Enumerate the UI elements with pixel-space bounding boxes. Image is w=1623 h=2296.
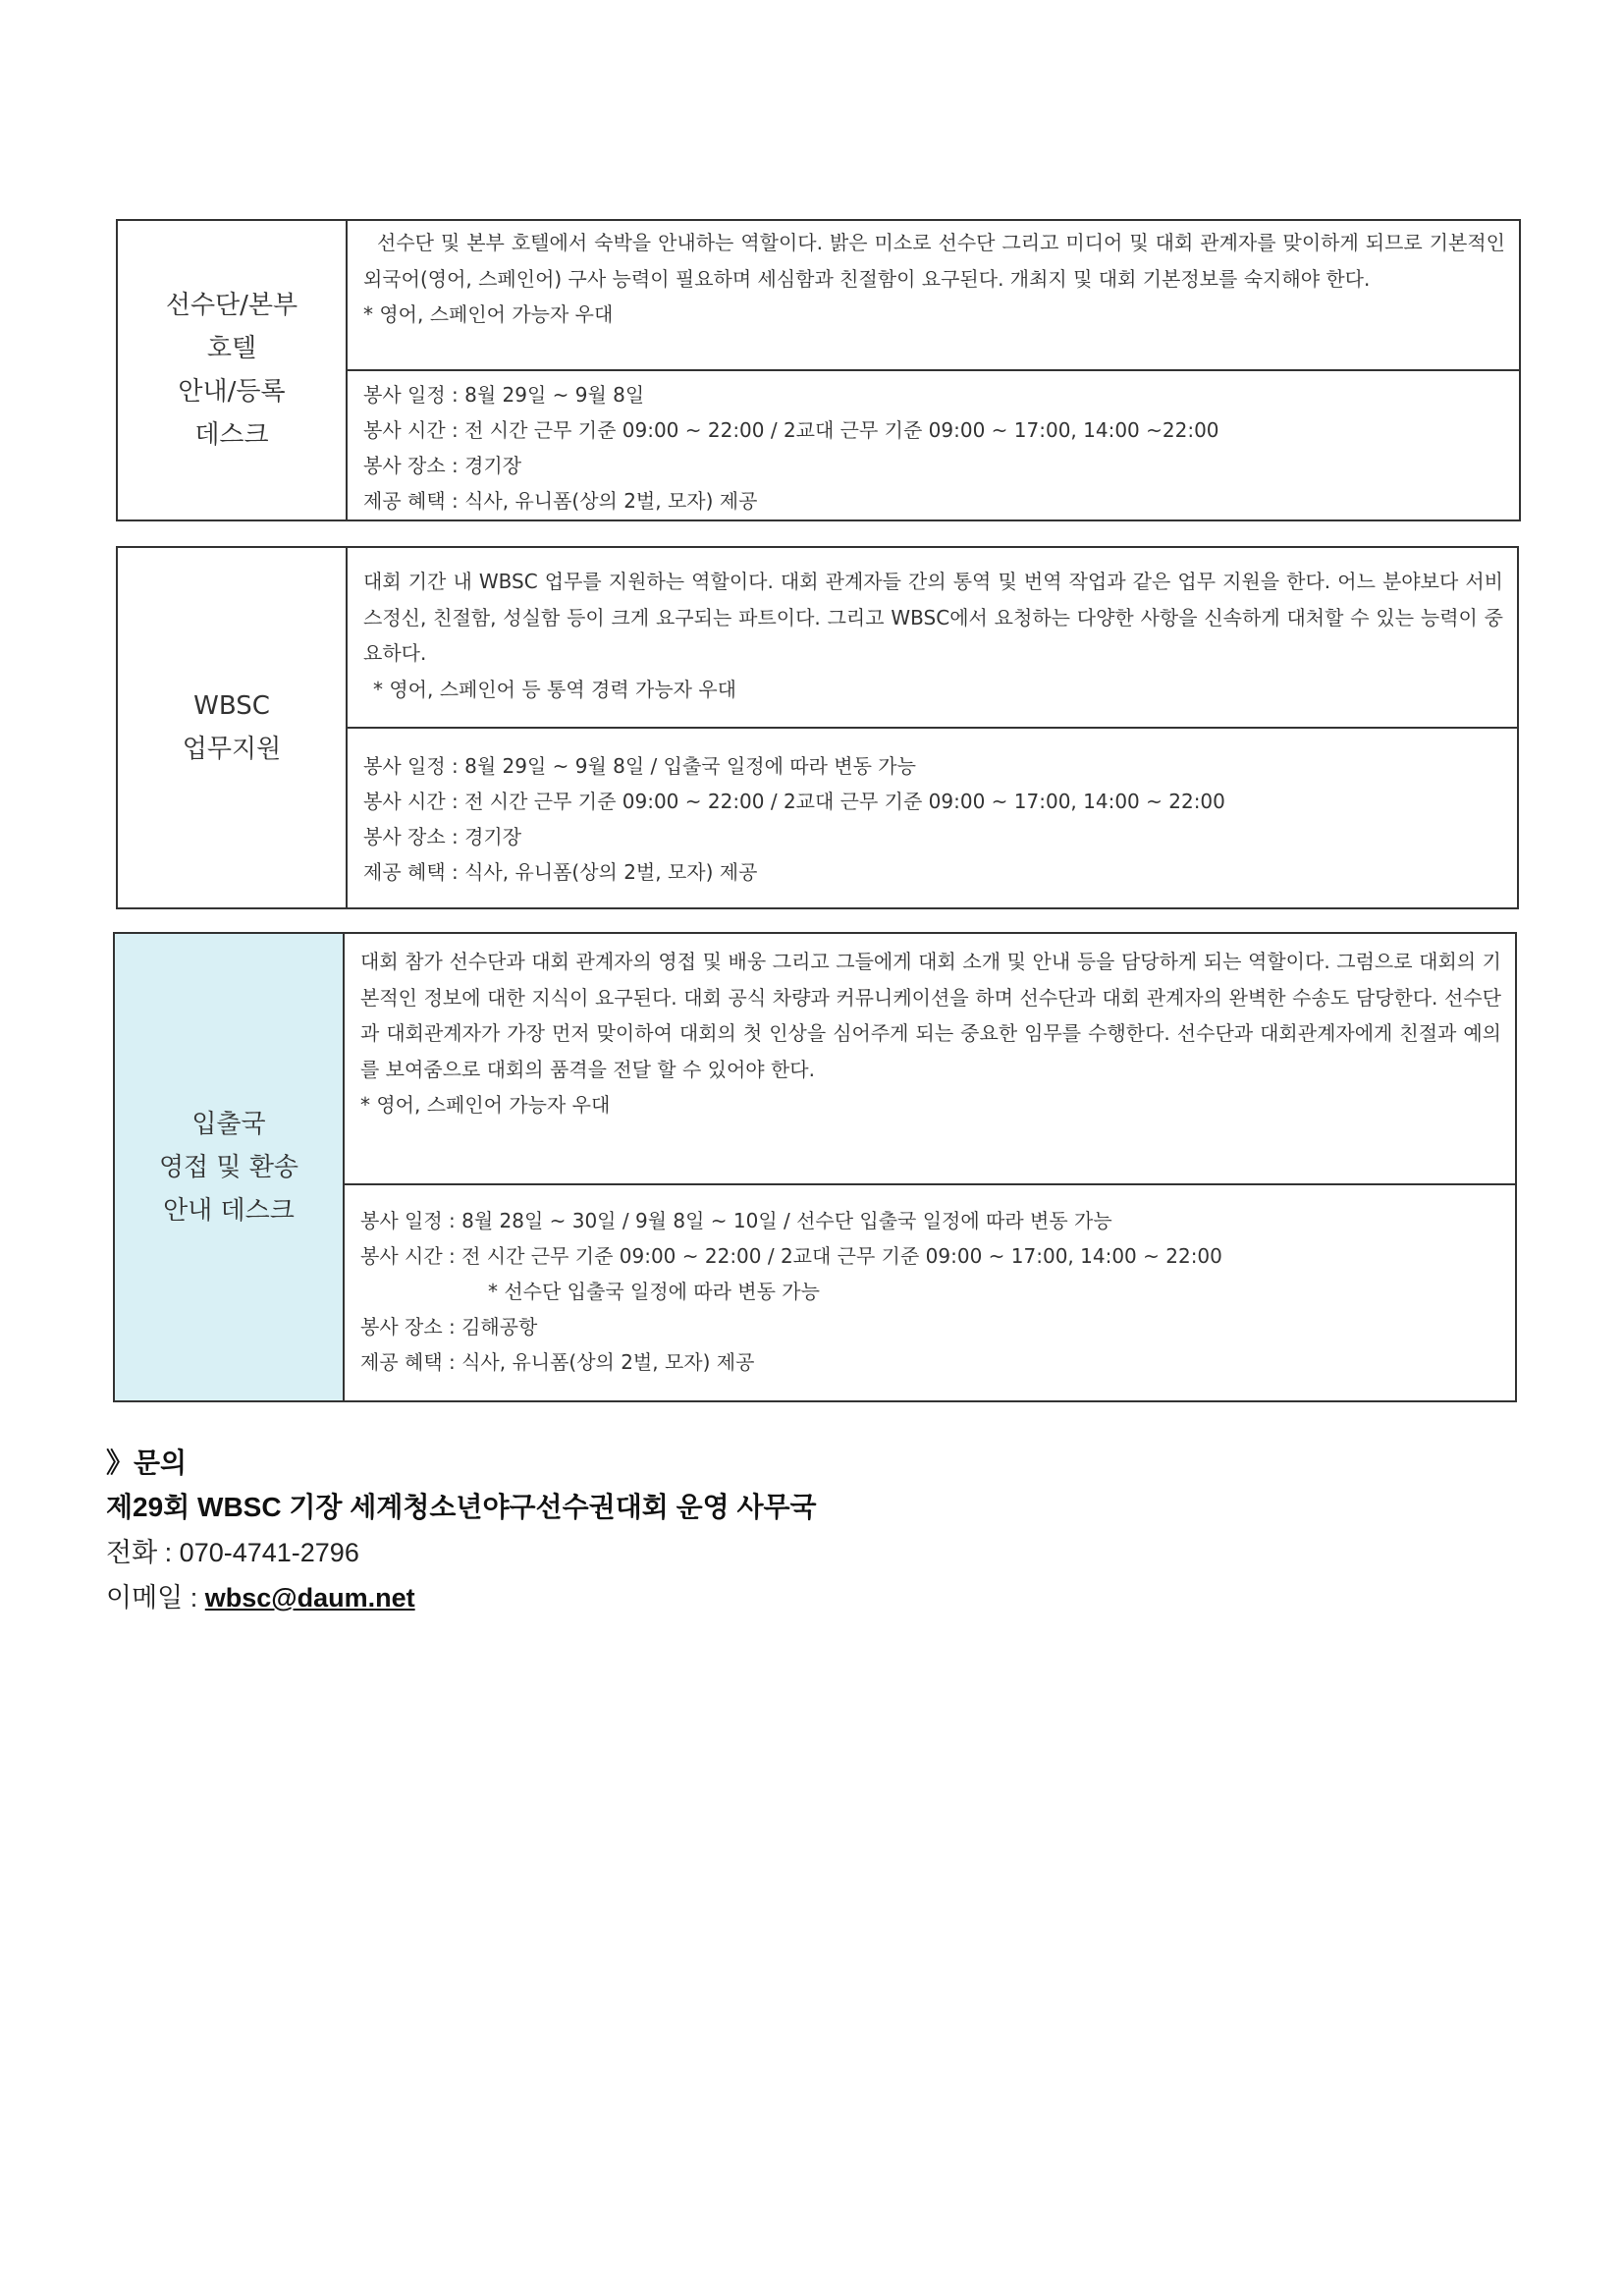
section-title-line: 영접 및 환송 — [158, 1152, 299, 1182]
section-info — [345, 1185, 1515, 1400]
section-description — [348, 548, 1517, 729]
info-schedule: 봉사 일정 : 8월 29일 ~ 9월 8일 / 입출국 일정에 따라 변동 가능 — [363, 754, 916, 778]
info-location: 봉사 장소 : 경기장 — [363, 454, 522, 477]
description-note: * 영어, 스페인어 가능자 우대 — [363, 302, 614, 326]
section-title-line: 입출국 — [191, 1109, 266, 1139]
section-wbsc-support — [116, 546, 1519, 909]
section-title-line: 선수단/본부 — [165, 291, 298, 320]
phone-label: 전화 : — [106, 1538, 180, 1567]
contact-organization: 제29회 WBSC 기장 세계청소년야구선수권대회 운영 사무국 — [106, 1492, 817, 1522]
info-hours-note: * 선수단 입출국 일정에 따라 변동 가능 — [488, 1280, 820, 1303]
contact-block — [106, 1442, 817, 1620]
section-description — [345, 934, 1515, 1185]
phone-number: 070-4741-2796 — [179, 1538, 359, 1567]
info-hours: 봉사 시간 : 전 시간 근무 기준 09:00 ~ 22:00 / 2교대 근무 기준 09:00 ~ 17:00, 14:00 ~ 22:00 — [363, 790, 1225, 813]
section-title-line: WBSC — [193, 691, 270, 721]
info-schedule: 봉사 일정 : 8월 29일 ~ 9월 8일 — [363, 383, 645, 407]
description-text: 선수단 및 본부 호텔에서 숙박을 안내하는 역할이다. 밝은 미소로 선수단 그리고 미디어 및 대회 관계자를 맞이하게 되므로 기본적인 외국어(영어, 스페인어) 구사 능력이 필요하며 세심함과 친절함이 요구된다. 개최지 및 대회 기본정보를 숙지해야 한다. — [363, 231, 1505, 291]
section-content — [348, 221, 1519, 519]
section-title-line: 업무지원 — [182, 735, 282, 764]
email-link[interactable]: wbsc@daum.net — [204, 1583, 415, 1613]
contact-phone-row — [106, 1530, 817, 1575]
section-content — [345, 934, 1515, 1400]
description-note: * 영어, 스페인어 등 통역 경력 가능자 우대 — [373, 677, 736, 701]
info-benefits: 제공 혜택 : 식사, 유니폼(상의 2벌, 모자) 제공 — [360, 1350, 755, 1374]
section-title-line: 호텔 — [206, 334, 257, 363]
section-info — [348, 729, 1517, 907]
info-hours: 봉사 시간 : 전 시간 근무 기준 09:00 ~ 22:00 / 2교대 근무 기준 09:00 ~ 17:00, 14:00 ~22:00 — [363, 418, 1219, 442]
section-title-line: 안내 데스크 — [163, 1195, 295, 1226]
email-label: 이메일 : — [106, 1583, 205, 1613]
contact-heading: 》문의 — [106, 1448, 188, 1478]
section-title-cell — [115, 934, 345, 1400]
info-benefits: 제공 혜택 : 식사, 유니폼(상의 2벌, 모자) 제공 — [363, 860, 758, 884]
section-info — [348, 371, 1519, 519]
section-title-line: 데스크 — [194, 420, 269, 450]
info-schedule: 봉사 일정 : 8월 28일 ~ 30일 / 9월 8일 ~ 10일 / 선수단 입출국 일정에 따라 변동 가능 — [360, 1209, 1112, 1232]
description-note: * 영어, 스페인어 가능자 우대 — [360, 1093, 611, 1117]
info-hours: 봉사 시간 : 전 시간 근무 기준 09:00 ~ 22:00 / 2교대 근무 기준 09:00 ~ 17:00, 14:00 ~ 22:00 — [360, 1244, 1222, 1268]
section-description — [348, 221, 1519, 371]
section-title-line: 안내/등록 — [178, 377, 286, 407]
info-benefits: 제공 혜택 : 식사, 유니폼(상의 2벌, 모자) 제공 — [363, 489, 758, 513]
section-title-cell — [118, 221, 348, 519]
info-location: 봉사 장소 : 김해공항 — [360, 1315, 538, 1339]
section-title-cell — [118, 548, 348, 907]
contact-email-row — [106, 1575, 817, 1620]
description-text: 대회 기간 내 WBSC 업무를 지원하는 역할이다. 대회 관계자들 간의 통역 및 번역 작업과 같은 업무 지원을 한다. 어느 분야보다 서비스정신, 친절함, 성실함 등이 크게 요구되는 파트이다. 그리고 WBSC에서 요청하는 다양한 사항을 신속하게 대처할 수 있는 능력이 중요하다. — [363, 570, 1503, 665]
info-location: 봉사 장소 : 경기장 — [363, 825, 522, 848]
section-hotel-desk — [116, 219, 1521, 521]
section-content — [348, 548, 1517, 907]
section-arrival-departure — [113, 932, 1517, 1402]
description-text: 대회 참가 선수단과 대회 관계자의 영접 및 배웅 그리고 그들에게 대회 소개 및 안내 등을 담당하게 되는 역할이다. 그럼으로 대회의 기본적인 정보에 대한 지식이 요구된다. 대회 공식 차량과 커뮤니케이션을 하며 선수단과 대회 관계자의 완벽한 수송도 담당한다. 선수단과 대회관계자가 가장 먼저 맞이하여 대회의 첫 인상을 심어주게 되는 중요한 임무를 수행한다. 선수단과 대회관계자에게 친절과 예의를 보여줌으로 대회의 품격을 전달 할 수 있어야 한다. — [360, 950, 1501, 1081]
